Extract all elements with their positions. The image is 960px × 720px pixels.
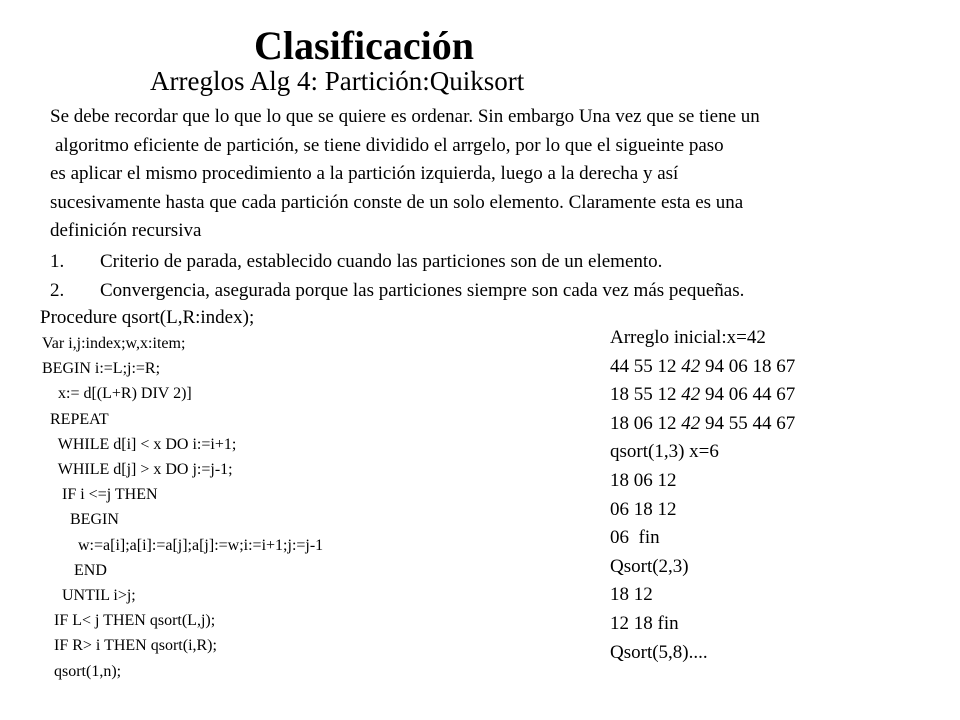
list-item-number: 2. [50, 280, 65, 301]
trace-text: 18 06 12 [610, 470, 677, 491]
code-line: END [42, 561, 107, 579]
code-line: w:=a[i];a[i]:=a[j];a[j]:=w;i:=i+1;j:=j-1 [42, 536, 324, 554]
paragraph-line: Se debe recordar que lo que lo que se quiere es ordenar. Sin embargo Una vez que se tiene un [50, 106, 760, 127]
code-line: IF R> i THEN qsort(i,R); [42, 637, 217, 655]
trace-line [610, 413, 795, 435]
code-line: Var i,j:index;w,x:item; [42, 335, 186, 352]
code-line: qsort(1,n); [42, 662, 122, 680]
list-item-number: 1. [50, 251, 65, 272]
procedure-header: Procedure qsort(L,R:index); [40, 307, 255, 328]
trace-line [610, 584, 653, 606]
title-text: Clasificación [254, 23, 474, 68]
paragraph-line: definición recursiva [50, 220, 202, 241]
trace-line [610, 327, 766, 349]
trace-line [610, 470, 677, 492]
trace-line [610, 441, 719, 463]
trace-text: 06 fin [610, 527, 660, 549]
trace-text: 06 18 12 [610, 498, 677, 520]
list-item-text: Criterio de parada, establecido cuando las particiones son de un elemento. [100, 251, 663, 272]
trace-text: 18 06 12 [610, 412, 682, 434]
trace-text: 18 12 [610, 584, 653, 606]
code-line: WHILE d[j] > x DO j:=j-1; [42, 461, 233, 478]
paragraph-line: sucesivamente hasta que cada partición conste de un solo elemento. Claramente esta es una [50, 192, 744, 213]
trace-text: 94 55 44 67 [700, 412, 796, 434]
page-subtitle: Arreglos Alg 4: Partición:Quiksort [150, 66, 525, 96]
trace-line [610, 527, 660, 549]
trace-text: Arreglo inicial:x=42 [610, 327, 766, 348]
trace-line [610, 642, 708, 664]
trace-line [610, 356, 795, 378]
list-item-text: Convergencia, asegurada porque las particiones siempre son cada vez más pequeñas. [100, 280, 745, 301]
trace-text: 18 55 12 [610, 384, 682, 406]
pivot-value: 42 [681, 384, 701, 406]
trace-text: 94 06 18 67 [700, 355, 796, 377]
pivot-value: 42 [681, 412, 701, 434]
trace-text: 12 18 fin [610, 613, 679, 634]
trace-text: qsort(1,3) x=6 [610, 441, 719, 463]
code-line: x:= d[(L+R) DIV 2)] [42, 385, 192, 403]
code-line: BEGIN [42, 511, 119, 529]
trace-line [610, 613, 679, 635]
code-line: IF L< j THEN qsort(L,j); [42, 612, 216, 630]
code-line: UNTIL i>j; [42, 587, 136, 604]
paragraph-line: es aplicar el mismo procedimiento a la partición izquierda, luego a la derecha y así [50, 163, 679, 184]
code-line: REPEAT [42, 410, 109, 428]
trace-line [610, 556, 689, 578]
trace-text: 94 06 44 67 [700, 384, 796, 406]
trace-line [610, 499, 677, 521]
code-line: BEGIN i:=L;j:=R; [42, 360, 161, 378]
trace-text: Qsort(2,3) [610, 555, 689, 577]
code-line: IF i <=j THEN [42, 486, 158, 504]
trace-text: 44 55 12 [610, 355, 682, 377]
paragraph-line: algoritmo eficiente de partición, se tiene dividido el arrgelo, por lo que el sigueinte paso [55, 135, 724, 156]
code-line: WHILE d[i] < x DO i:=i+1; [42, 435, 237, 453]
trace-line [610, 384, 795, 406]
trace-text: Qsort(5,8).... [610, 641, 708, 663]
page-title [0, 22, 960, 69]
pivot-value: 42 [681, 355, 701, 377]
